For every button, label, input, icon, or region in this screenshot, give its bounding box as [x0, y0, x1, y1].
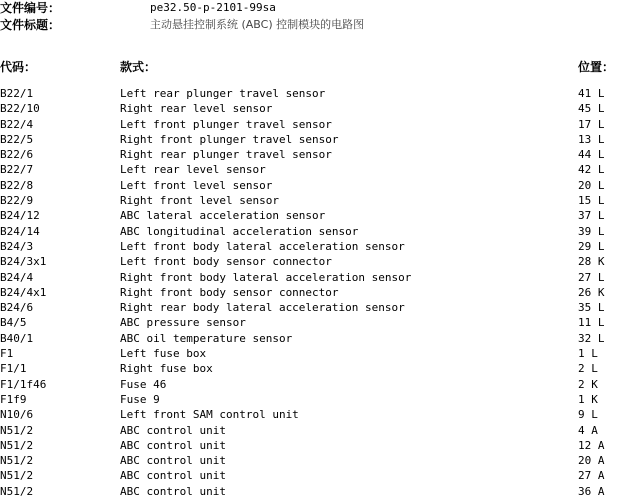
table-row	[0, 300, 631, 315]
cell-model: Right rear level sensor	[120, 102, 273, 116]
cell-code: B40/1	[0, 331, 34, 345]
cell-model: Fuse 46	[120, 377, 167, 391]
table-row	[0, 315, 631, 330]
table-row	[0, 117, 631, 132]
cell-position: 39 L	[578, 224, 605, 238]
file-title-label: 文件标题：	[0, 18, 61, 32]
cell-position: 36 A	[578, 484, 605, 498]
cell-model: Left front SAM control unit	[120, 408, 299, 422]
table-row	[0, 423, 631, 438]
table-row	[0, 162, 631, 177]
cell-position: 20 L	[578, 178, 605, 192]
cell-model: ABC control unit	[120, 423, 226, 437]
cell-model: Left rear plunger travel sensor	[120, 87, 326, 100]
table-row	[0, 407, 631, 422]
table-row	[0, 484, 631, 499]
cell-code: N51/2	[0, 423, 34, 437]
cell-position: 15 L	[578, 194, 605, 208]
table-row	[0, 346, 631, 361]
cell-position: 17 L	[578, 117, 605, 131]
cell-code: N10/6	[0, 408, 34, 422]
file-number-label: 文件编号：	[0, 1, 61, 15]
cell-position: 27 L	[578, 270, 605, 284]
cell-model: ABC pressure sensor	[120, 316, 246, 330]
cell-model: ABC longitudinal acceleration sensor	[120, 224, 359, 238]
table-row	[0, 132, 631, 147]
cell-model: Right front body sensor connector	[120, 285, 339, 299]
file-title-value: 主动悬挂控制系统 (ABC) 控制模块的电路图	[150, 18, 365, 31]
cell-model: Right front body lateral acceleration sensor	[120, 270, 412, 284]
cell-position: 45 L	[578, 102, 605, 116]
table-row	[0, 453, 631, 468]
cell-position: 2 L	[578, 362, 598, 376]
cell-code: B22/7	[0, 163, 34, 177]
cell-position: 41 L	[578, 87, 605, 100]
table-row	[0, 270, 631, 285]
file-number-value: pe32.50-p-2101-99sa	[150, 1, 276, 14]
cell-model: ABC control unit	[120, 454, 226, 468]
cell-position: 12 A	[578, 438, 605, 452]
column-header-model: 款式：	[120, 60, 157, 74]
table-row	[0, 86, 631, 101]
table-row	[0, 101, 631, 116]
cell-code: B22/6	[0, 148, 34, 162]
cell-code: N51/2	[0, 438, 34, 452]
cell-position: 11 L	[578, 316, 605, 330]
table-row	[0, 331, 631, 346]
cell-code: B24/4	[0, 270, 34, 284]
cell-code: B22/9	[0, 194, 34, 208]
table-row	[0, 239, 631, 254]
cell-position: 27 A	[578, 469, 605, 483]
cell-model: Right rear plunger travel sensor	[120, 148, 332, 162]
cell-position: 29 L	[578, 239, 605, 253]
table-row	[0, 254, 631, 269]
cell-position: 13 L	[578, 132, 605, 146]
cell-model: ABC lateral acceleration sensor	[120, 209, 326, 223]
cell-position: 2 K	[578, 377, 598, 391]
cell-position: 1 L	[578, 347, 598, 361]
cell-model: Left front level sensor	[120, 178, 273, 192]
cell-position: 28 K	[578, 255, 605, 269]
cell-code: F1	[0, 347, 14, 361]
cell-model: Right fuse box	[120, 362, 213, 376]
column-header-position: 位置：	[578, 60, 615, 74]
table-row	[0, 193, 631, 208]
cell-code: B24/12	[0, 209, 40, 223]
cell-position: 4 A	[578, 423, 598, 437]
cell-code: B22/8	[0, 178, 34, 192]
cell-code: F1/1f46	[0, 377, 47, 391]
cell-code: N51/2	[0, 469, 34, 483]
table-row	[0, 147, 631, 162]
cell-code: B22/10	[0, 102, 40, 116]
table-header	[0, 59, 631, 75]
cell-code: B4/5	[0, 316, 27, 330]
cell-model: ABC oil temperature sensor	[120, 331, 293, 345]
cell-code: B24/3x1	[0, 255, 47, 269]
cell-model: Left front body lateral acceleration sensor	[120, 239, 405, 253]
cell-model: Right front level sensor	[120, 194, 279, 208]
cell-position: 9 L	[578, 408, 598, 422]
cell-code: B22/4	[0, 117, 34, 131]
cell-model: Left front plunger travel sensor	[120, 117, 332, 131]
cell-model: Right front plunger travel sensor	[120, 132, 339, 146]
cell-code: B24/6	[0, 301, 34, 315]
cell-model: Left rear level sensor	[120, 163, 266, 177]
cell-model: Left front body sensor connector	[120, 255, 332, 269]
cell-code: B24/3	[0, 239, 34, 253]
cell-model: Fuse 9	[120, 392, 160, 406]
cell-position: 44 L	[578, 148, 605, 162]
cell-code: F1/1	[0, 362, 27, 376]
cell-code: B22/1	[0, 87, 34, 100]
cell-position: 42 L	[578, 163, 605, 177]
cell-model: Right rear body lateral acceleration sensor	[120, 301, 405, 315]
table-row	[0, 224, 631, 239]
cell-model: Left fuse box	[120, 347, 207, 361]
table-row	[0, 468, 631, 483]
table-row	[0, 178, 631, 193]
cell-code: B22/5	[0, 132, 34, 146]
cell-code: F1f9	[0, 392, 27, 406]
cell-model: ABC control unit	[120, 469, 226, 483]
component-table	[0, 86, 631, 499]
cell-position: 1 K	[578, 392, 598, 406]
cell-position: 37 L	[578, 209, 605, 223]
table-row	[0, 208, 631, 223]
cell-code: B24/4x1	[0, 285, 47, 299]
table-row	[0, 377, 631, 392]
cell-position: 32 L	[578, 331, 605, 345]
cell-position: 26 K	[578, 285, 605, 299]
cell-code: N51/2	[0, 454, 34, 468]
table-row	[0, 285, 631, 300]
table-row	[0, 361, 631, 376]
cell-position: 35 L	[578, 301, 605, 315]
cell-code: N51/2	[0, 484, 34, 498]
table-row	[0, 438, 631, 453]
table-row	[0, 392, 631, 407]
cell-model: ABC control unit	[120, 438, 226, 452]
cell-model: ABC control unit	[120, 484, 226, 498]
cell-code: B24/14	[0, 224, 40, 238]
column-header-code: 代码：	[0, 60, 37, 74]
cell-position: 20 A	[578, 454, 605, 468]
